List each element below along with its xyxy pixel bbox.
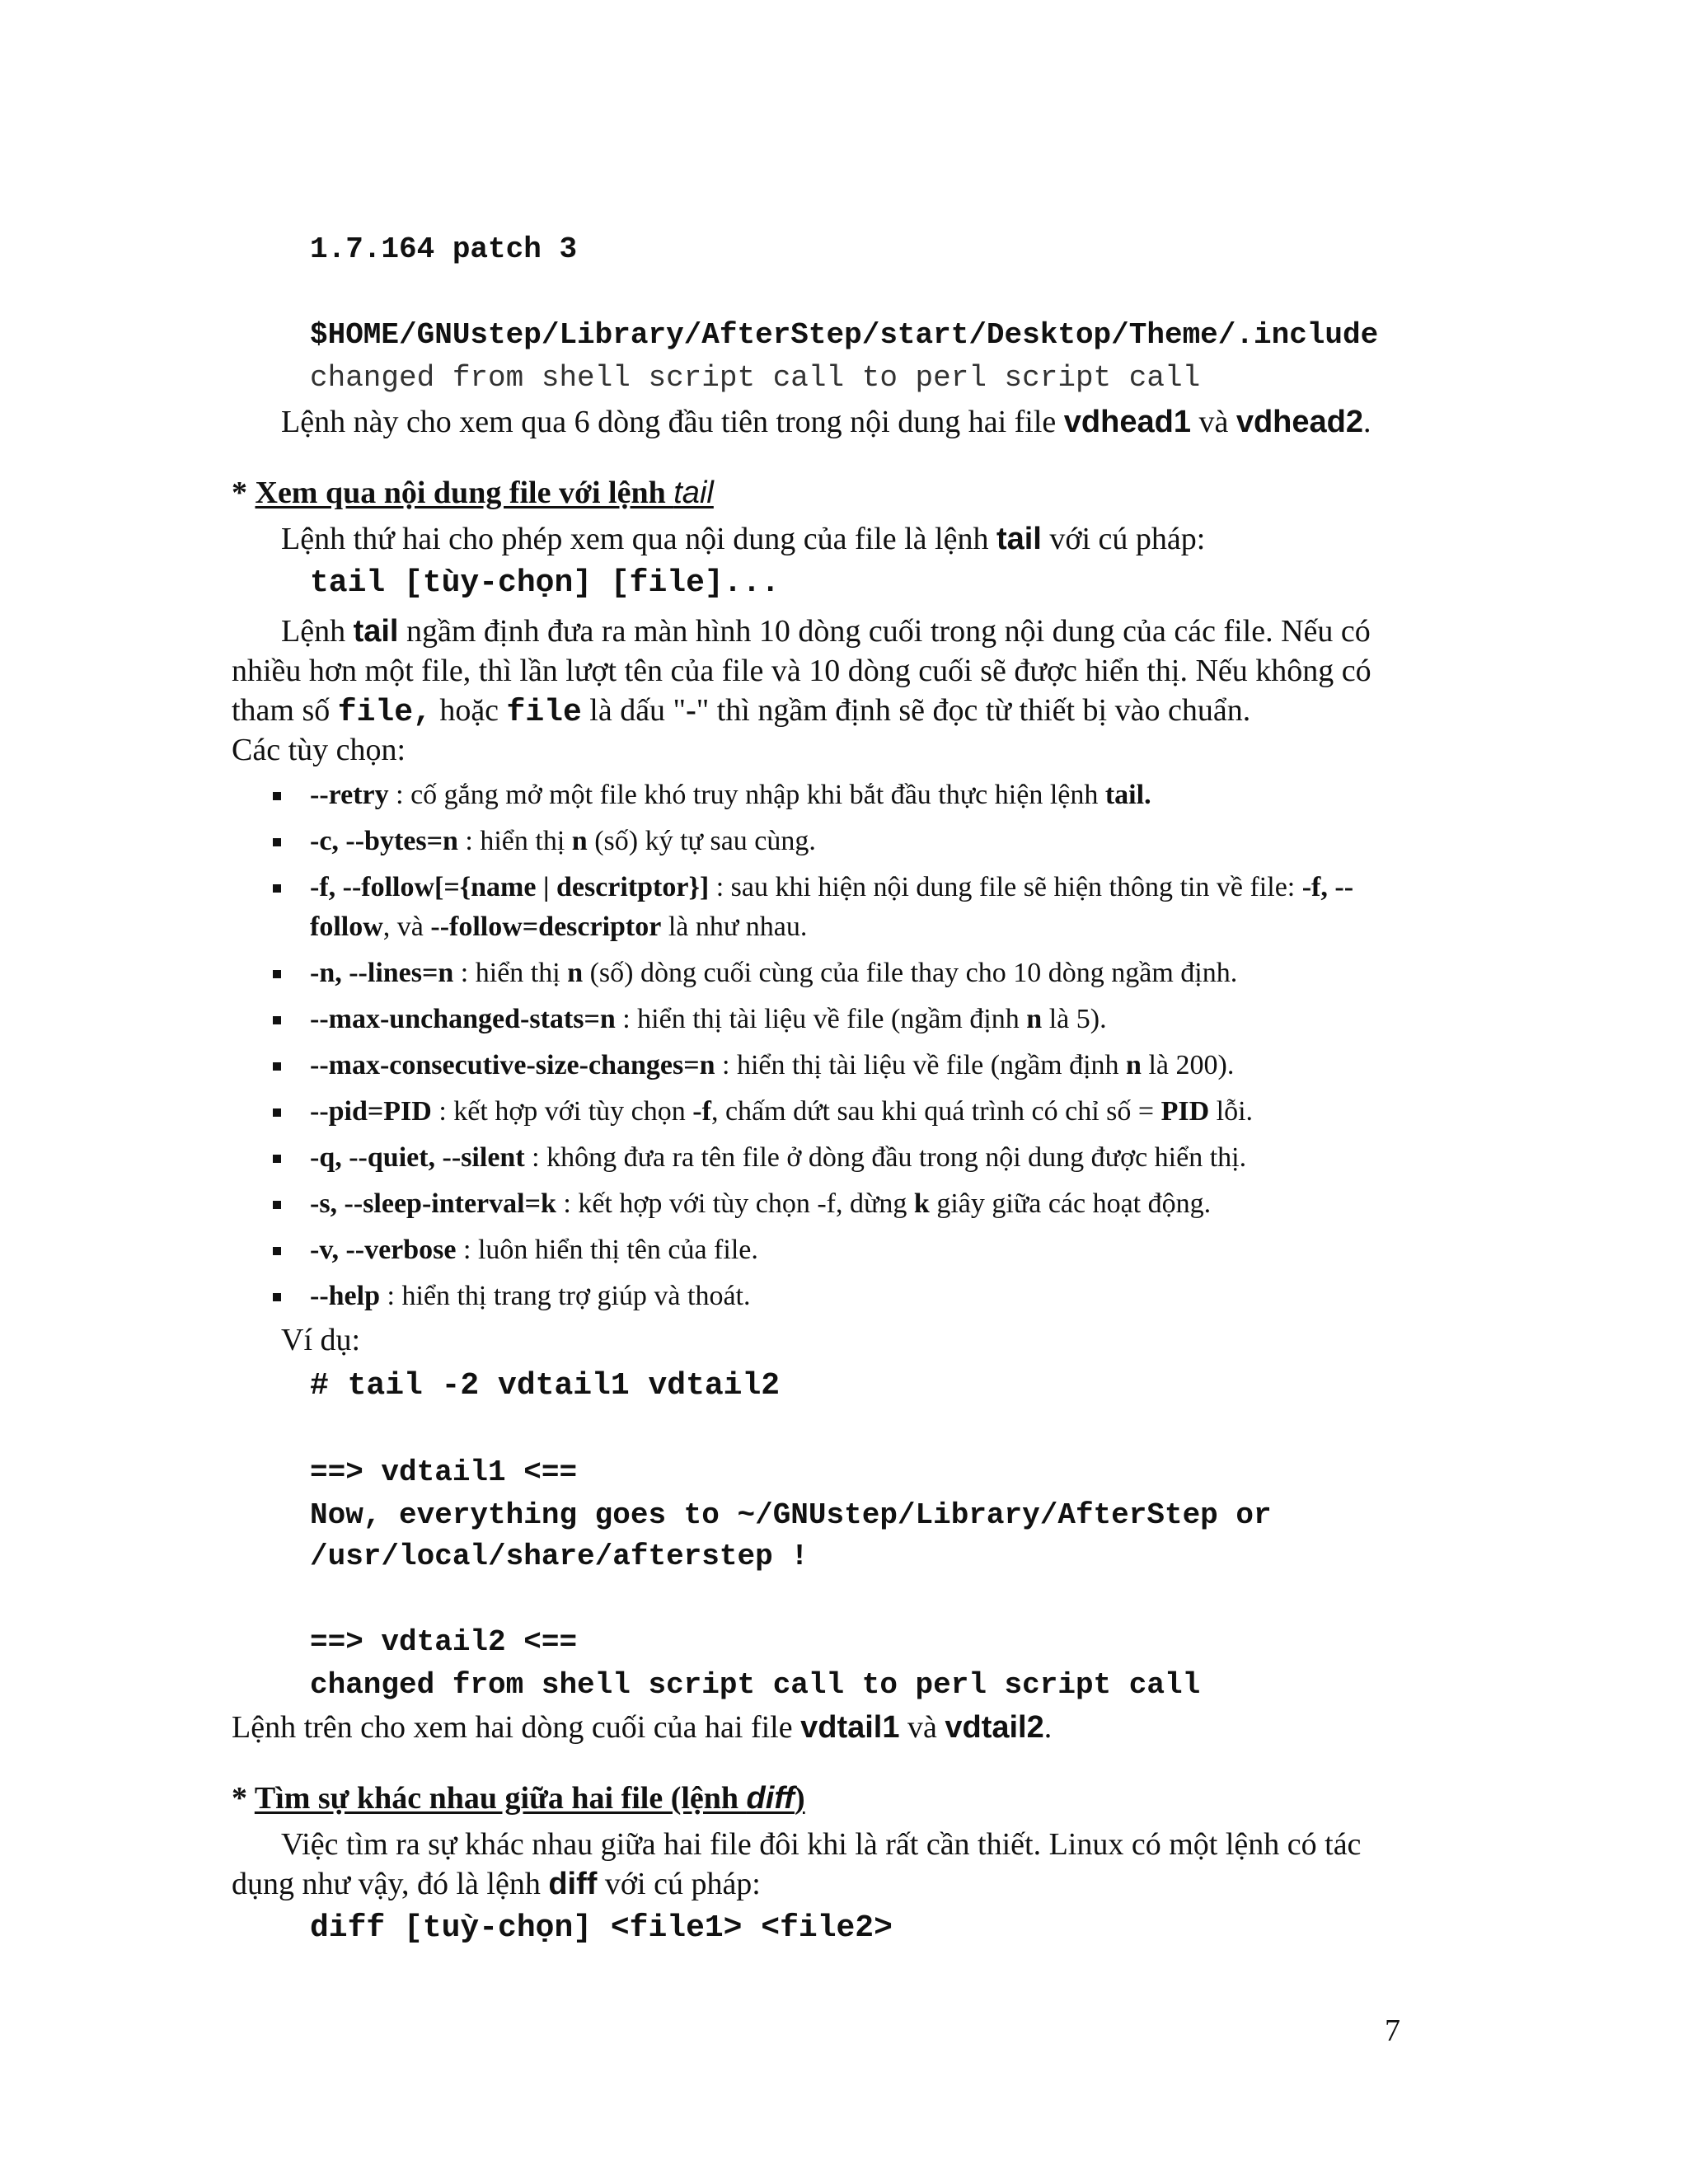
tail-desc-line-3: tham số file, hoặc file là dấu "-" thì ngầm định sẽ đọc từ thiết bị vào chuẩn.	[232, 693, 1251, 730]
file-name-vdtail1: vdtail1	[800, 1710, 900, 1745]
file-name-vdhead1: vdhead1	[1063, 405, 1191, 439]
bullet	[273, 838, 281, 846]
option-item: --pid=PID : kết hợp với tùy chọn -f, chấm dứt sau khi quá trình có chỉ số = PID lỗi.	[310, 1096, 1254, 1127]
option-item: -f, --follow[={name | descritptor}] : sau khi hiện nội dung file sẽ hiện thông tin về file: -f, --	[310, 872, 1354, 902]
bullet	[273, 1293, 281, 1301]
file-name-vdtail2: vdtail2	[945, 1710, 1044, 1745]
option-item-continuation: follow, và --follow=descriptor là như nhau.	[310, 912, 808, 942]
head-summary-paragraph: Lệnh này cho xem qua 6 dòng đầu tiên trong nội dung hai file vdhead1 và vdhead2.	[281, 405, 1372, 439]
page-number: 7	[1385, 2013, 1400, 2048]
bullet	[273, 970, 281, 978]
bullet	[273, 1201, 281, 1209]
file-name-vdhead2: vdhead2	[1236, 405, 1363, 439]
bullet	[273, 884, 281, 893]
diff-intro-line-2: dụng như vậy, đó là lệnh diff với cú pháp:	[232, 1867, 761, 1901]
option-item: -v, --verbose : luôn hiển thị tên của file.	[310, 1235, 758, 1265]
output-header-vdtail2: ==> vdtail2 <==	[310, 1625, 578, 1659]
output-line: /usr/local/share/afterstep !	[310, 1540, 809, 1573]
option-item: -s, --sleep-interval=k : kết hợp với tùy chọn -f, dừng k giây giữa các hoạt động.	[310, 1188, 1212, 1219]
code-changed-line: changed from shell script call to perl script call	[310, 361, 1201, 395]
tail-desc-line-2: nhiều hơn một file, thì lần lượt tên của file và 10 dòng cuối sẽ được hiển thị. Nếu không có	[232, 654, 1372, 688]
option-item: --retry : cố gắng mở một file khó truy nhập khi bắt đầu thực hiện lệnh tail.	[310, 780, 1151, 810]
output-line: changed from shell script call to perl script call	[310, 1668, 1201, 1702]
section-heading-diff: * Tìm sự khác nhau giữa hai file (lệnh diff)	[232, 1781, 805, 1816]
output-header-vdtail1: ==> vdtail1 <==	[310, 1455, 578, 1489]
option-item: --max-unchanged-stats=n : hiển thị tài liệu về file (ngầm định n là 5).	[310, 1004, 1107, 1034]
example-command: # tail -2 vdtail1 vdtail2	[310, 1368, 781, 1404]
diff-syntax: diff [tuỳ-chọn] <file1> <file2>	[310, 1910, 893, 1946]
tail-desc-line-1: Lệnh tail ngầm định đưa ra màn hình 10 dòng cuối trong nội dung của các file. Nếu có	[281, 614, 1371, 649]
section-heading-tail: * Xem qua nội dung file với lệnh tail	[232, 476, 714, 510]
option-item: -c, --bytes=n : hiển thị n (số) ký tự sau cùng.	[310, 826, 816, 856]
bullet	[273, 1247, 281, 1255]
bullet	[273, 1155, 281, 1163]
code-version-line: 1.7.164 patch 3	[310, 232, 578, 266]
diff-intro-line-1: Việc tìm ra sự khác nhau giữa hai file đôi khi là rất cần thiết. Linux có một lệnh có tác	[281, 1827, 1362, 1862]
bullet	[273, 1016, 281, 1024]
option-item: --max-consecutive-size-changes=n : hiển thị tài liệu về file (ngầm định n là 200).	[310, 1050, 1235, 1080]
bullet	[273, 1062, 281, 1071]
option-item: -n, --lines=n : hiển thị n (số) dòng cuối cùng của file thay cho 10 dòng ngầm định.	[310, 958, 1238, 988]
bullet	[273, 1108, 281, 1117]
tail-syntax: tail [tùy-chọn] [file]...	[310, 565, 781, 601]
option-item: --help : hiển thị trang trợ giúp và thoát.	[310, 1281, 751, 1311]
tail-summary-paragraph: Lệnh trên cho xem hai dòng cuối của hai file vdtail1 và vdtail2.	[232, 1710, 1053, 1745]
tail-intro-paragraph: Lệnh thứ hai cho phép xem qua nội dung của file là lệnh tail với cú pháp:	[281, 522, 1206, 556]
option-item: -q, --quiet, --silent : không đưa ra tên file ở dòng đầu trong nội dung được hiển thị.	[310, 1142, 1247, 1173]
options-label: Các tùy chọn:	[232, 733, 406, 767]
example-label: Ví dụ:	[281, 1323, 361, 1357]
bullet	[273, 792, 281, 800]
code-path-line: $HOME/GNUstep/Library/AfterStep/start/Desktop/Theme/.include	[310, 318, 1379, 352]
output-line: Now, everything goes to ~/GNUstep/Library/AfterStep or	[310, 1498, 1272, 1532]
